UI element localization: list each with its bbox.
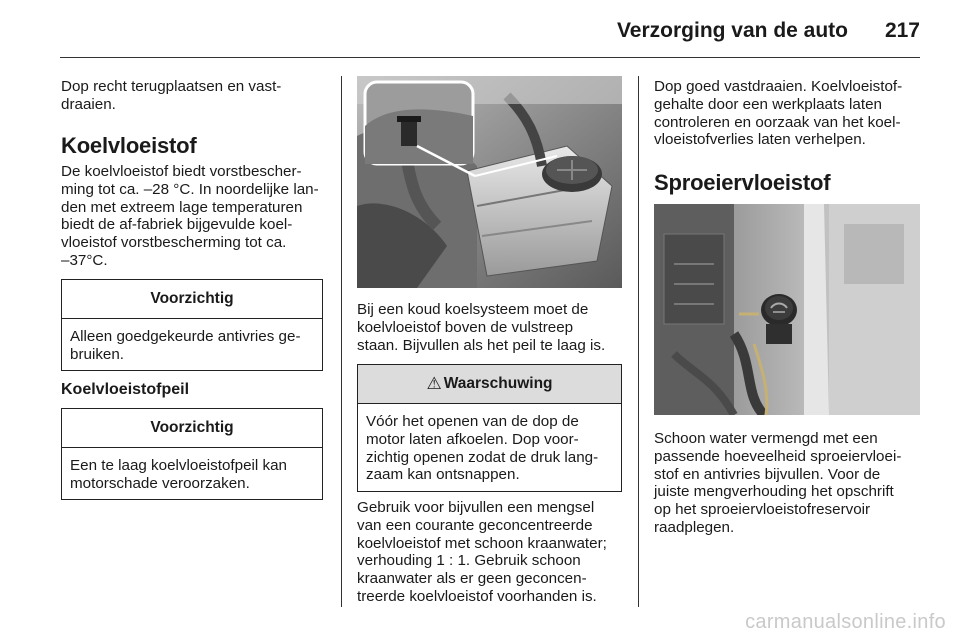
column-divider-2 [638,76,639,607]
caution-box-antifreeze [61,279,323,371]
coolant-level-heading: Koelvloeistofpeil [61,381,190,398]
page-number: 217 [884,19,920,42]
page-header [0,0,960,60]
warning-title: Waarschuwing [443,375,553,392]
warning-header [358,365,621,404]
header-divider [60,57,920,58]
coolant-reservoir-photo [357,76,622,288]
engine-bay-illustration [357,76,622,288]
chapter-title: Verzorging van de auto [616,19,848,42]
warning-triangle-icon: ⚠ [426,374,442,393]
caution-box-level [61,408,323,500]
tighten-cap-paragraph: Dop goed vastdraaien. Koelvloeistof- gehalte door een werkplaats laten controleren en oorzaak van het koel- vloeistofverlies laten verhelpen. [654,78,903,149]
caution-text: Alleen goedgekeurde antivries ge- bruiken. [70,328,301,363]
caution-text: Een te laag koelvloeistofpeil kan motorschade veroorzaken. [70,457,287,492]
washer-reservoir-illustration [654,204,920,415]
caution-title: Voorzichtig [62,409,322,448]
column-divider-1 [341,76,342,607]
washer-fluid-heading: Sproeiervloeistof [654,170,831,195]
washer-fluid-paragraph: Schoon water vermengd met een passende hoeveelheid sproeiervloei- stof en antivries bijvullen. Voor de juiste mengverhouding het opschrift op het sproeiervloeistofreservoir raadplegen. [654,430,902,536]
coolant-heading: Koelvloeistof [61,133,197,158]
warning-text: Vóór het openen van de dop de motor laten afkoelen. Dop voor- zichtig openen zodat de druk lang- zaam kan ontsnappen. [366,413,599,484]
intro-text: Dop recht terugplaatsen en vast- draaien. [61,78,282,113]
watermark: carmanualsonline.info [745,611,946,633]
warning-box [357,364,622,492]
coolant-level-paragraph: Bij een koud koelsysteem moet de koelvloeistof boven de vulstreep staan. Bijvullen als het peil te laag is. [357,301,606,354]
caution-title: Voorzichtig [62,280,322,319]
coolant-paragraph: De koelvloeistof biedt vorstbescher- ming tot ca. –28 °C. In noordelijke lan- den met extreem lage temperaturen biedt de af-fabriek bijgevulde koel- vloeistof vorstbescherming tot ca. –37°C. [61,163,319,269]
mixing-paragraph: Gebruik voor bijvullen een mengsel van een courante geconcentreerde koelvloeistof met schoon kraanwater; verhouding 1 : 1. Gebruik schoon kraanwater als er geen geconcen- treerde koelvloeistof voorhanden is. [357,499,607,605]
washer-fluid-reservoir-photo [654,204,920,415]
